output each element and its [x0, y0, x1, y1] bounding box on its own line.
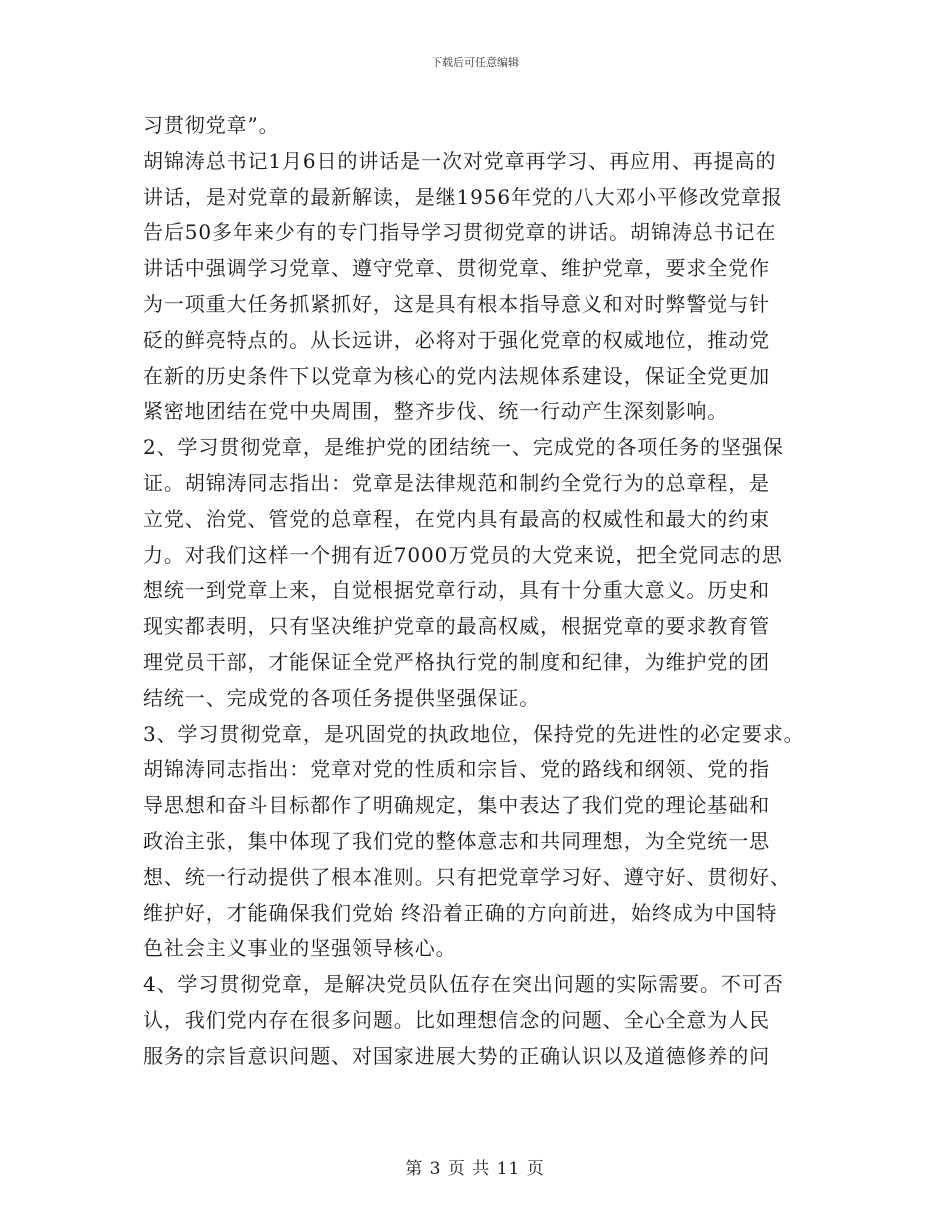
text-line: 政治主张，集中体现了我们党的整体意志和共同理想，为全党统一思: [143, 828, 770, 853]
text-line: 力。对我们这样一个拥有近7000万党员的大党来说，把全党同志的思: [143, 542, 783, 567]
text-line: 想统一到党章上来，自觉根据党章行动，具有十分重大意义。历史和: [143, 578, 770, 603]
text-line: 讲话，是对党章的最新解读，是继1956年党的八大邓小平修改党章报: [143, 184, 783, 209]
text-line: 色社会主义事业的坚强领导核心。: [143, 936, 457, 961]
text-line: 服务的宗旨意识问题、对国家进展大势的正确认识以及道德修养的问: [143, 1043, 770, 1068]
text-line: 习贯彻党章”。: [143, 113, 280, 137]
text-line: 胡锦涛总书记1月6日的讲话是一次对党章再学习、再应用、再提高的: [143, 148, 777, 173]
text-line: 认，我们党内存在很多问题。比如理想信念的问题、全心全意为人民: [143, 1007, 770, 1032]
text-line: 结统一、完成党的各项任务提供坚强保证。: [143, 685, 541, 710]
text-line: 现实都表明，只有坚决维护党章的最高权威，根据党章的要求教育管: [143, 614, 770, 639]
text-line: 4、学习贯彻党章，是解决党员队伍存在突出问题的实际需要。不可否: [143, 972, 784, 997]
text-line: 理党员干部，才能保证全党严格执行党的制度和纪律，为维护党的团: [143, 649, 770, 674]
header-note: 下载后可任意编辑: [431, 56, 519, 69]
text-line: 导思想和奋斗目标都作了明确规定，集中表达了我们党的理论基础和: [143, 793, 770, 818]
page-number: 第 3 页 共 11 页: [405, 1159, 545, 1179]
text-line: 2、学习贯彻党章，是维护党的团结统一、完成党的各项任务的坚强保: [143, 435, 784, 460]
text-line: 胡锦涛同志指出：党章对党的性质和宗旨、党的路线和纲领、党的指: [143, 757, 770, 782]
text-line: 砭的鲜亮特点的。从长远讲，必将对于强化党章的权威地位，推动党: [143, 327, 770, 352]
text-line: 在新的历史条件下以党章为核心的党内法规体系建设，保证全党更加: [143, 363, 770, 388]
text-line: 维护好，才能确保我们党始 终沿着正确的方向前进，始终成为中国特: [143, 900, 778, 925]
text-line: 告后50多年来少有的专门指导学习贯彻党章的讲话。胡锦涛总书记在: [143, 220, 777, 245]
text-line: 紧密地团结在党中央周围，整齐步伐、统一行动产生深刻影响。: [143, 399, 729, 424]
text-line: 立党、治党、管党的总章程，在党内具有最高的权威性和最大的约束: [143, 506, 770, 531]
text-line: 3、学习贯彻党章，是巩固党的执政地位，保持党的先进性的必定要求。: [143, 721, 805, 746]
text-line: 为一项重大任务抓紧抓好，这是具有根本指导意义和对时弊警觉与针: [143, 291, 770, 316]
document-body: [143, 108, 823, 1075]
text-line: 证。胡锦涛同志指出：党章是法律规范和制约全党行为的总章程，是: [143, 470, 770, 495]
text-line: 想、统一行动提供了根本准则。只有把党章学习好、遵守好、贯彻好、: [143, 864, 791, 889]
text-line: 讲话中强调学习党章、遵守党章、贯彻党章、维护党章，要求全党作: [143, 256, 770, 281]
